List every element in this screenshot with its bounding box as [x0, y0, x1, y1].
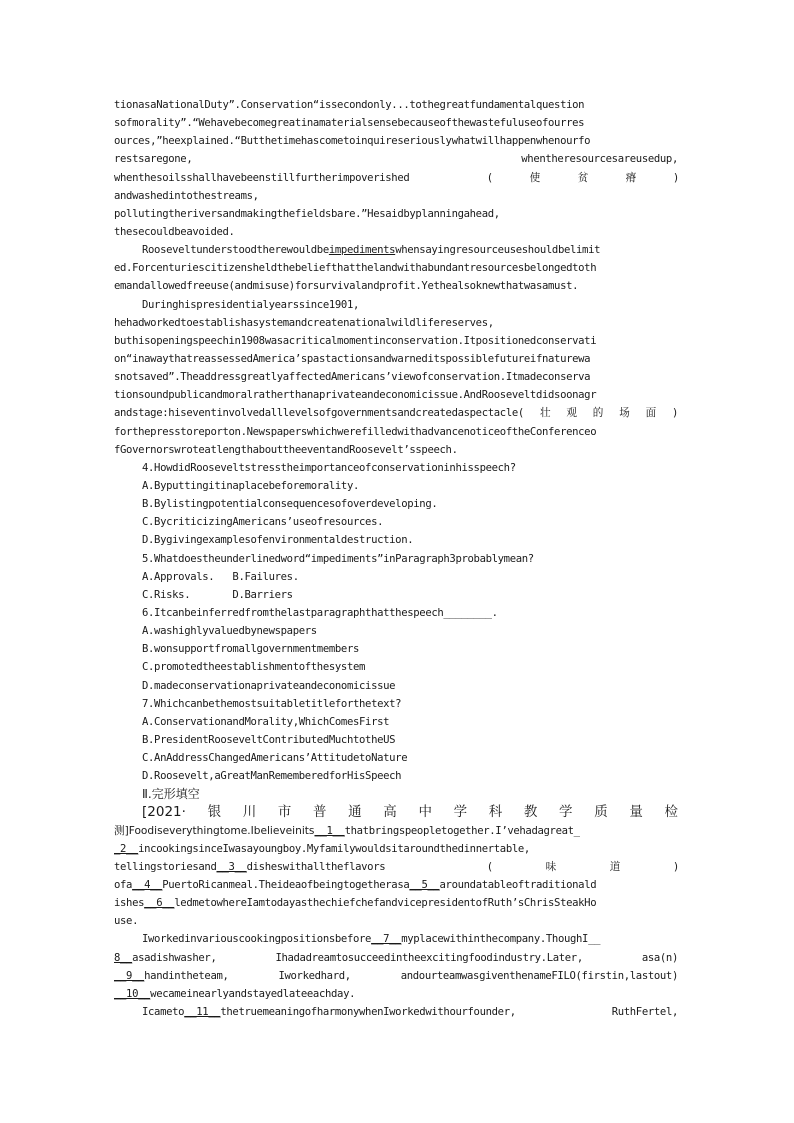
answer-option: B.wonsupportfromallgovernmentmembers: [142, 643, 360, 656]
passage-line: tionsoundpublicandmoralratherthanaprivateandeconomicissue.AndRooseveltdidsoonagr: [114, 389, 597, 402]
answer-option: A.washighlyvaluedbynewspapers: [142, 625, 317, 638]
document-page: [114, 96, 678, 1021]
passage-line: hehadworkedtoestablishasystemandcreatenationalwildlifereserves,: [114, 316, 494, 329]
passage-line: andwashedintothestreams,: [114, 189, 259, 202]
passage-line: pollutingtheriversandmakingthefieldsbare.”Hesaidbyplanningahead,: [114, 207, 500, 220]
cloze-line: Icameto__11__thetruemeaningofharmonywhenIworkedwithourfounder, RuthFertel,: [142, 1006, 678, 1019]
cloze-line: 测]Foodiseverythingtome.Ibelieveinits__1__thatbringspeopletogether.I’vehadagreat_: [114, 824, 580, 837]
question-stem: 4.HowdidRooseveltstresstheimportanceofconservationinhisspeech?: [142, 461, 516, 474]
blank-11: __11__: [184, 1006, 221, 1019]
passage-line: Duringhispresidentialyearssince1901,: [142, 298, 360, 311]
passage-line: buthisopeningspeechin1908wasacriticalmomentinconservation.Itpositionedconservati: [114, 334, 597, 347]
answer-option: D.Roosevelt,aGreatManRememberedforHisSpeech: [142, 770, 402, 783]
passage-line: sofmorality”.“Wehavebecomegreatinamaterialsensebecauseofthewastefuluseofourres: [114, 117, 585, 130]
passage-line: ed.Forcenturiescitizensheldthebeliefthatthelandwithabundantresourcesbelongedtoth: [114, 262, 597, 275]
blank-4: __4__: [132, 879, 163, 892]
passage-line: snotsaved”.TheaddressgreatlyaffectedAmericans’viewofconservation.Itmadeconserva: [114, 371, 591, 384]
cloze-line: Iworkedinvariouscookingpositionsbefore__7__myplacewithinthecompany.ThoughI__: [142, 933, 601, 946]
blank-1: __1__: [314, 824, 345, 837]
blank-2: _2__: [114, 842, 139, 855]
question-stem: 6.Itcanbeinferredfromthelastparagraphthatthespeech________.: [142, 606, 498, 619]
cloze-line: use.: [114, 915, 139, 928]
cloze-line: _2__incookingsinceIwasayoungboy.Myfamilywouldsitaroundthedinnertable,: [114, 842, 530, 855]
chinese-gloss: (味道): [488, 860, 678, 873]
answer-option: A.ConservationandMorality,WhichComesFirst: [142, 715, 390, 728]
passage-line: emandallowedfreeuse(andmisuse)forsurvivalandprofit.Yethealsoknewthatwasamust.: [114, 280, 579, 293]
blank-10: __10__: [114, 987, 151, 1000]
answer-option: C.BycriticizingAmericans’useofresources.: [142, 516, 384, 529]
cloze-line: 8__asadishwasher, Ihadadreamtosucceedintheexcitingfoodindustry.Later, asa(n): [114, 951, 678, 964]
cloze-source: [2021·银川市普通高中学科教学质量检: [142, 804, 678, 821]
underlined-word: impediments: [328, 244, 396, 257]
passage-line: restsaregone, whentheresourcesareusedup,: [114, 153, 678, 166]
blank-9: __9__: [114, 969, 145, 982]
answer-option: A.Approvals. B.Failures.: [142, 570, 299, 583]
cloze-line: __9__handintheteam, Iworkedhard, andourteamwasgiventhenameFILO(firstin,lastout): [114, 969, 678, 982]
blank-5: __5__: [409, 879, 440, 892]
blank-8: 8__: [114, 951, 133, 964]
cloze-line: tellingstoriesand__3__disheswithalltheflavors (味道): [114, 858, 678, 876]
passage-line: ources,”heexplained.“Butthetimehascometoinquireseriouslywhatwillhappenwhenourfo: [114, 135, 591, 148]
section-heading: Ⅱ.完形填空: [142, 787, 200, 802]
blank-6: __6__: [144, 897, 175, 910]
passage-line: andstage:hiseventinvolvedalllevelsofgovernmentsandcreatedaspectacle(壮观的场面): [114, 407, 678, 420]
passage-line: on“inawaythatreassessedAmerica’spastactionsandwarneditspossiblefutureifnaturewa: [114, 352, 591, 365]
cloze-line: __10__wecameinearlyandstayedlateeachday.: [114, 987, 356, 1000]
cloze-line: ofa__4__PuertoRicanmeal.Theideaofbeingtogetherasa__5__aroundatableoftraditionald: [114, 879, 597, 892]
passage-line: whenthesoilsshallhavebeenstillfurtherimpoverished (使贫瘠): [114, 169, 678, 187]
answer-option: C.AnAddressChangedAmericans’AttitudetoNature: [142, 752, 408, 765]
chinese-gloss: (使贫瘠): [488, 171, 678, 184]
answer-option: C.Risks. D.Barriers: [142, 588, 293, 601]
passage-line: fGovernorswroteatlengthabouttheeventandRoosevelt’sspeech.: [114, 443, 458, 456]
answer-option: D.Bygivingexamplesofenvironmentaldestruction.: [142, 534, 414, 547]
answer-option: C.promotedtheestablishmentofthesystem: [142, 661, 366, 674]
answer-option: A.Byputtingitinaplacebeforemorality.: [142, 479, 360, 492]
passage-line: tionasaNationalDuty”.Conservation“issecondonly...tothegreatfundamentalquestion: [114, 99, 585, 111]
answer-option: B.PresidentRooseveltContributedMuchtotheUS: [142, 733, 396, 746]
answer-option: D.madeconservationaprivateandeconomicissue: [142, 679, 396, 692]
passage-line: thesecouldbeavoided.: [114, 225, 235, 238]
question-stem: 7.Whichcanbethemostsuitabletitleforthetext?: [142, 697, 402, 710]
answer-option: B.Bylistingpotentialconsequencesofoverdeveloping.: [142, 498, 438, 511]
blank-3: __3__: [216, 860, 247, 873]
cloze-line: ishes__6__ledmetowhereIamtodayasthechiefchefandvicepresidentofRuth’sChrisSteakHo: [114, 897, 597, 910]
passage-line: Rooseveltunderstoodtherewouldbeimpedimentswhensayingresourceuseshouldbelimit: [142, 244, 601, 257]
blank-7: __7__: [371, 933, 402, 946]
passage-line: forthepresstoreporton.NewspaperswhichwerefilledwithadvancenoticeoftheConferenceo: [114, 425, 597, 438]
question-stem: 5.Whatdoestheunderlinedword“impediments”inParagraph3probablymean?: [142, 552, 534, 565]
